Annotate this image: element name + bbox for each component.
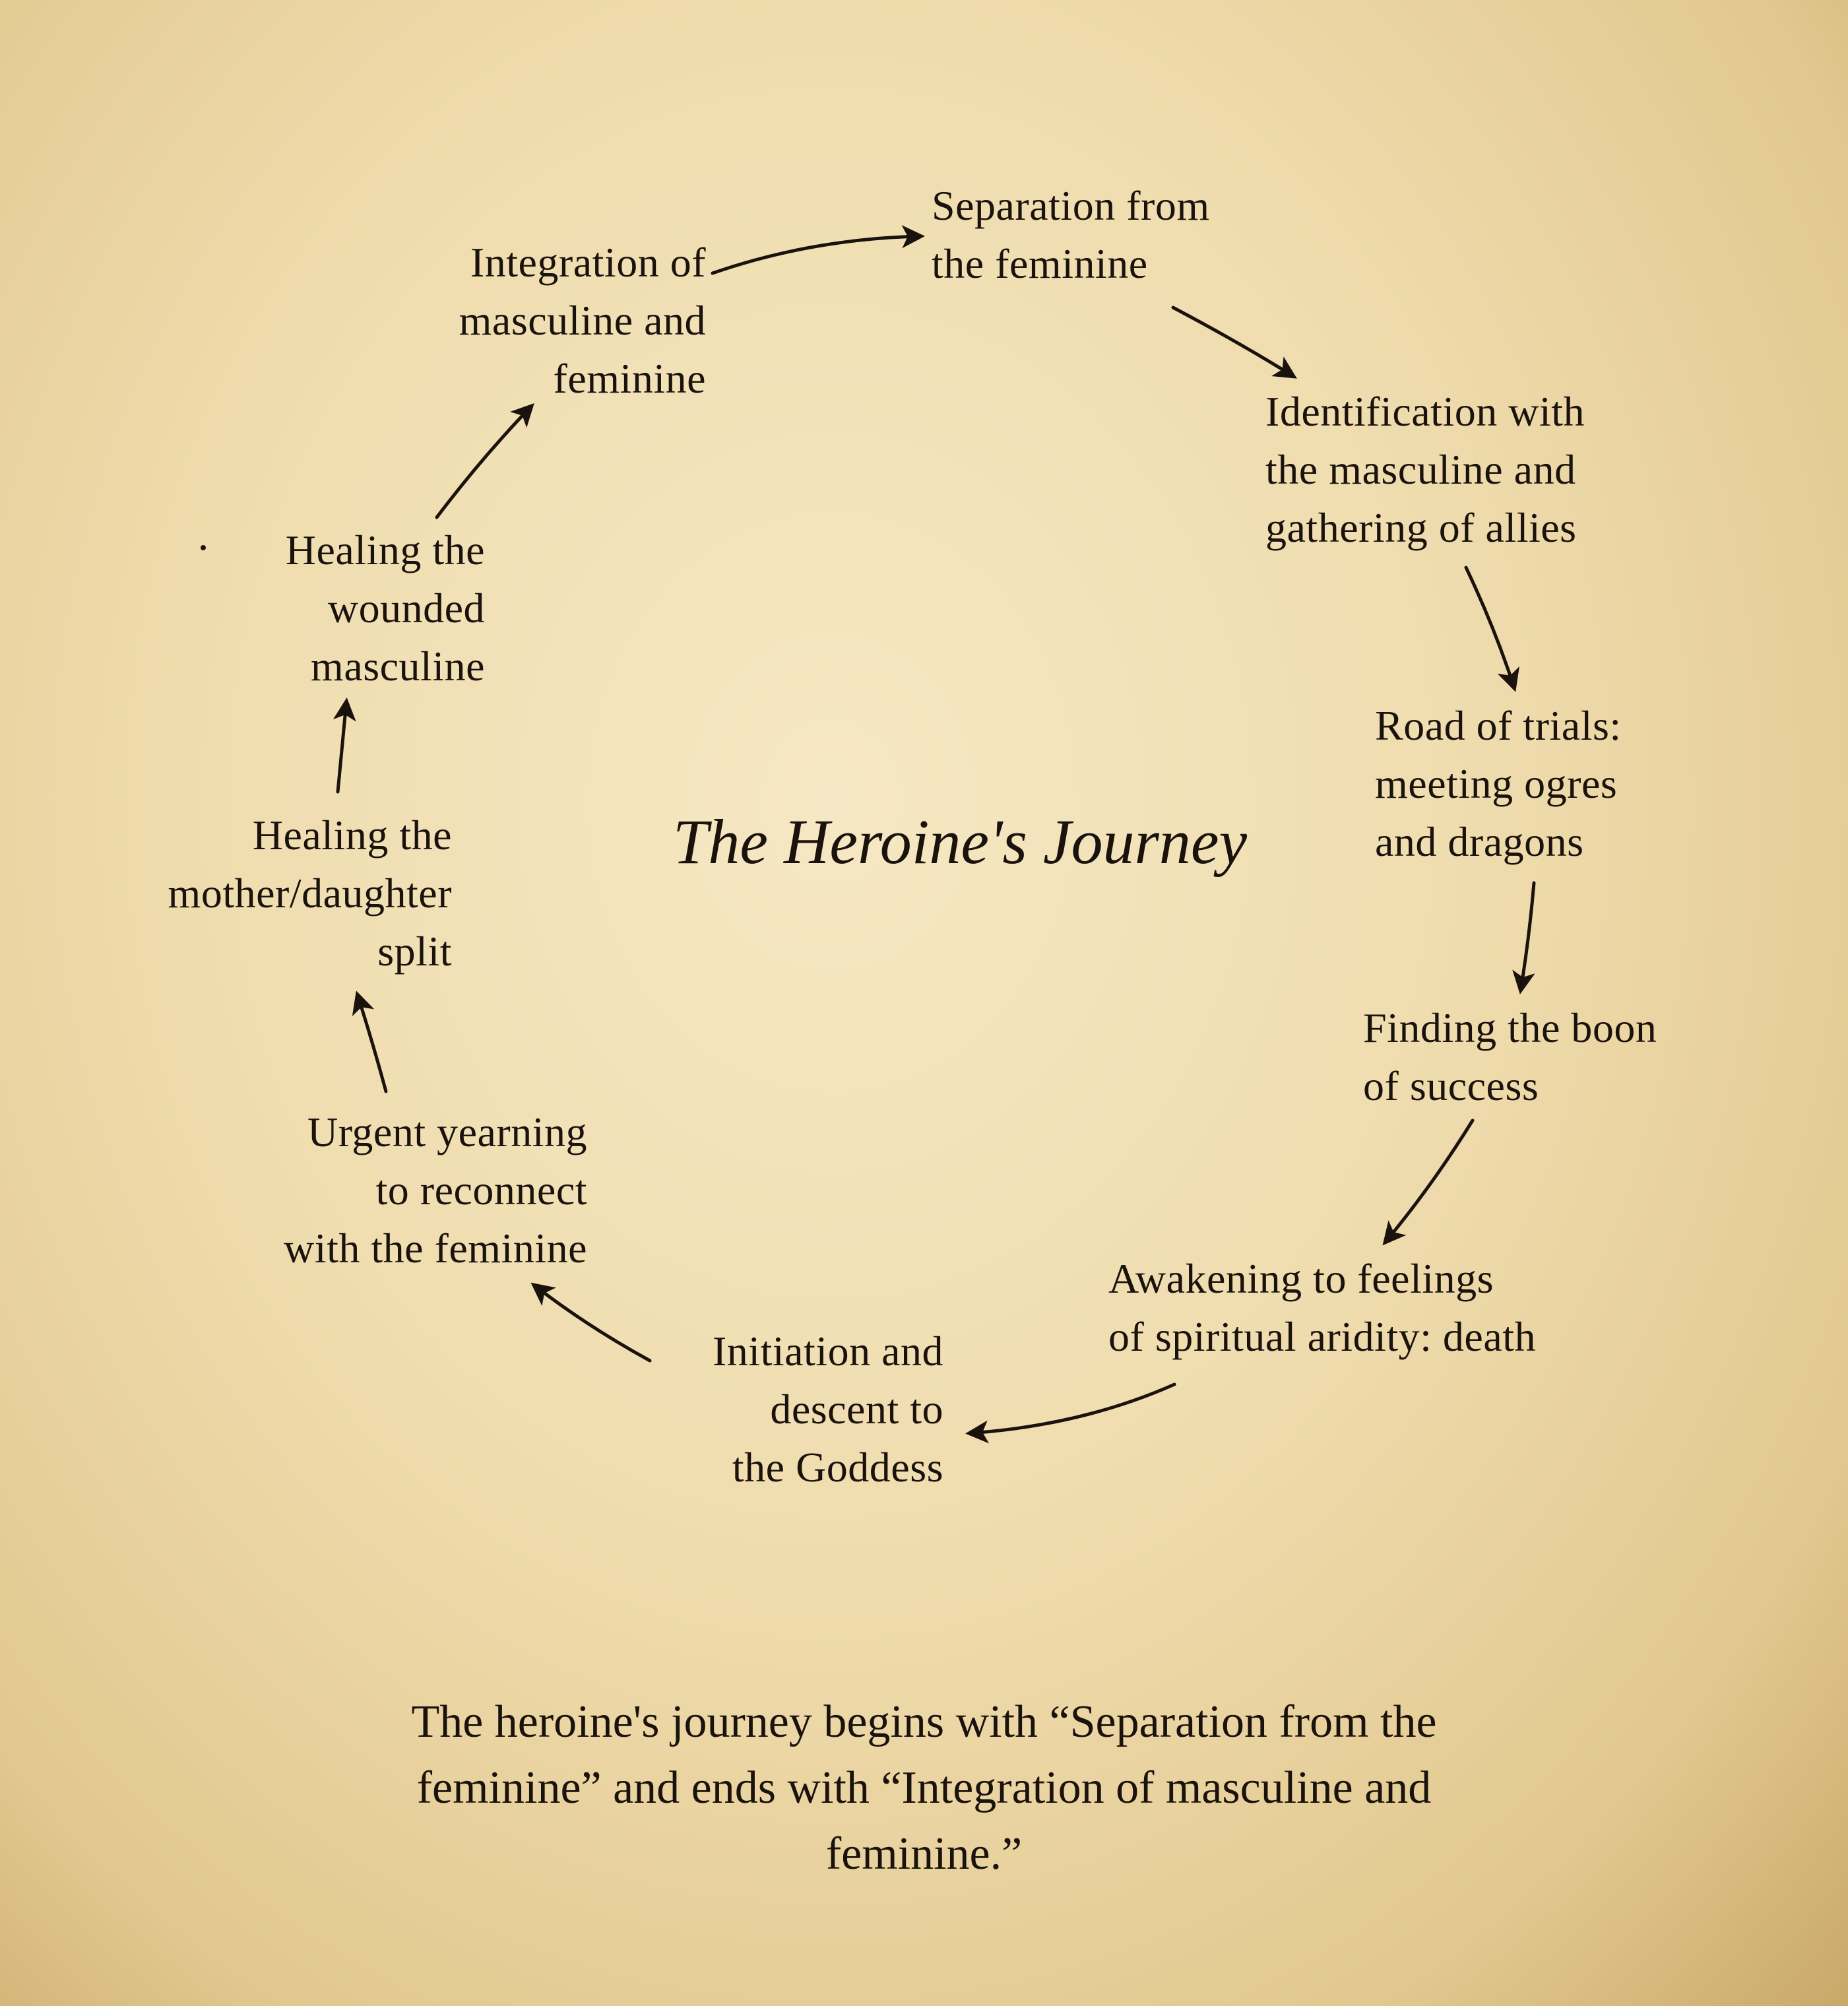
arrow-trials-to-boon [1521,883,1534,990]
stage-line: gathering of allies [1265,504,1577,551]
arrow-separation-to-identification [1173,307,1293,376]
stage-line: split [377,928,452,975]
caption-line: The heroine's journey begins with “Separation from the [411,1697,1437,1747]
arrow-boon-to-awakening [1386,1120,1473,1242]
stage-line: Integration of [470,239,706,286]
stage-line: Separation from [932,182,1210,229]
caption-line: feminine” and ends with “Integration of masculine and [416,1763,1432,1813]
stage-line: Urgent yearning [307,1109,587,1155]
stage-line: Healing the [252,812,452,858]
caption [0,1689,1848,1887]
stage-line: the Goddess [732,1444,943,1491]
stage-line: Finding the boon [1363,1004,1657,1051]
arrow-initiation-to-yearning [534,1285,650,1361]
arrow-healing-split-to-healing-masculine [338,702,346,792]
arrow-identification-to-trials [1466,567,1514,688]
stage-line: of spiritual aridity: death [1108,1313,1536,1360]
stage-line: Identification with [1265,388,1585,435]
caption-line: feminine.” [825,1828,1023,1879]
stage-line: Healing the [285,527,485,573]
arrow-healing-masculine-to-integration [437,406,531,517]
stage-line: Road of trials: [1375,702,1622,749]
stage-line: of success [1363,1062,1539,1109]
stage-line: with the feminine [284,1225,587,1272]
arrow-yearning-to-healing-split [358,995,386,1091]
stage-line: to reconnect [375,1167,587,1213]
stage-line: masculine [311,643,485,690]
stage-line: masculine and [459,297,706,344]
diagram-title: The Heroine's Journey [673,806,1248,877]
stage-line: mother/daughter [168,870,452,917]
stage-line: meeting ogres [1375,760,1618,807]
stage-line: descent to [770,1386,943,1433]
stage-line: feminine [553,355,706,402]
stage-line: wounded [327,585,485,631]
stage-line: and dragons [1375,818,1584,865]
stage-line: the masculine and [1265,446,1576,493]
stage-line: Initiation and [712,1328,943,1375]
arrow-awakening-to-initiation [970,1384,1174,1433]
stage-line: the feminine [932,240,1148,287]
arrow-integration-to-separation [713,236,920,273]
stage-line: Awakening to feelings [1108,1255,1494,1302]
